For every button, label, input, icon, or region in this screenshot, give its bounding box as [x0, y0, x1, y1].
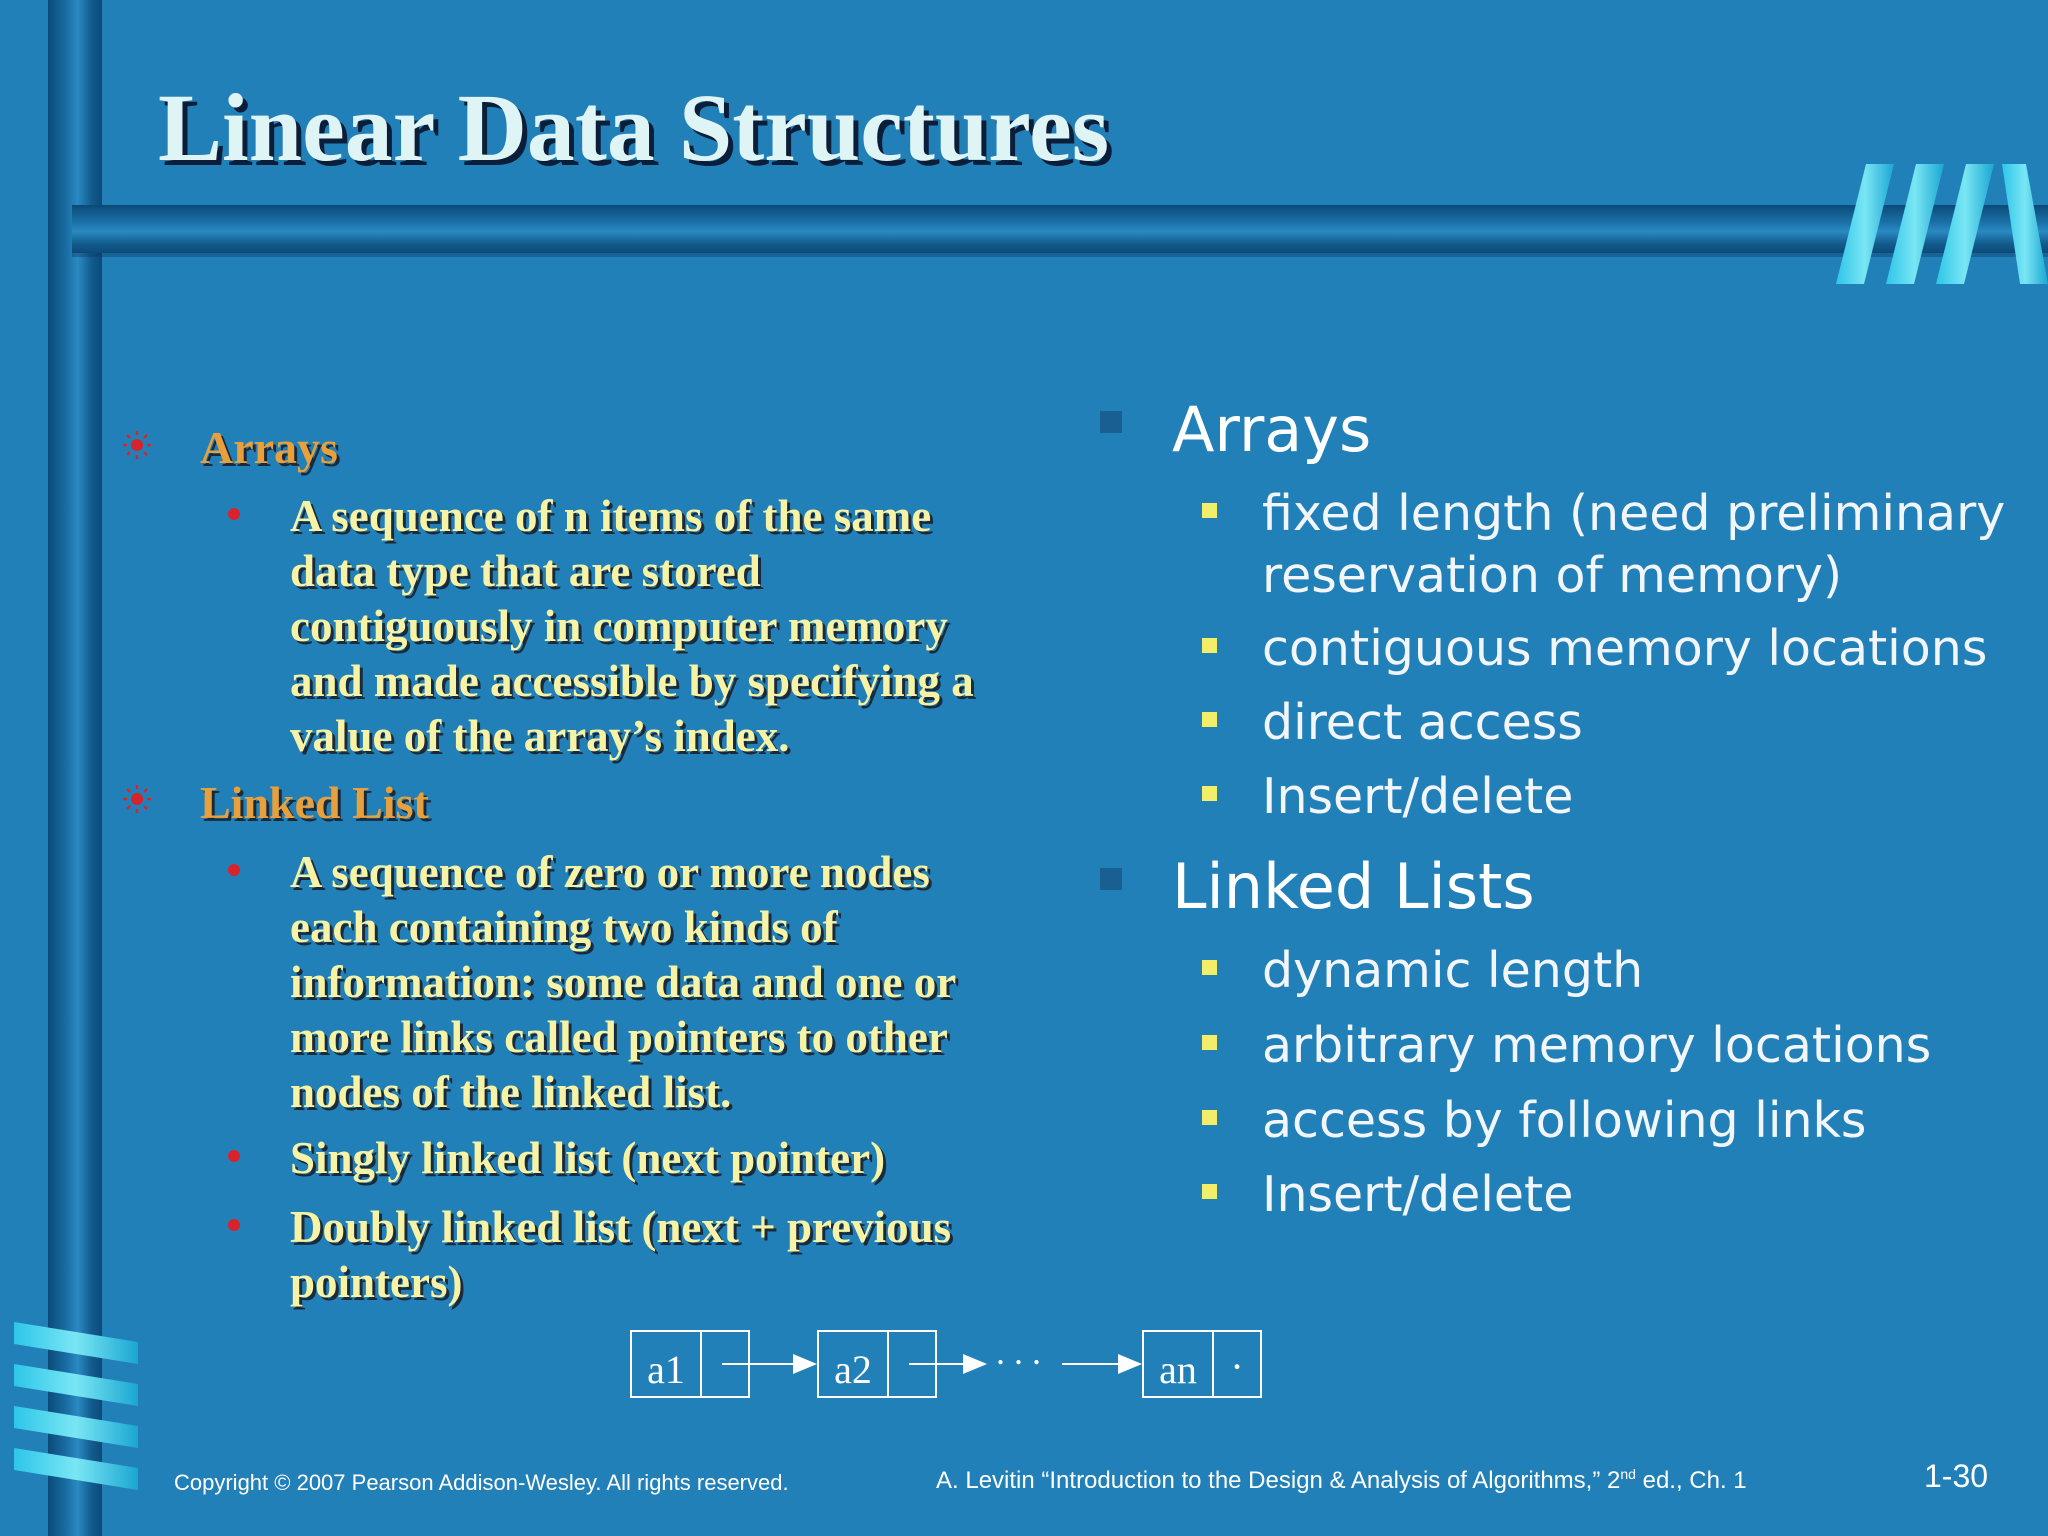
page-number: 1-30: [1924, 1458, 1989, 1494]
right-item: access by following links: [1262, 1092, 1867, 1149]
slide-title: Linear Data Structures: [158, 74, 1110, 181]
citation-superscript: nd: [1620, 1466, 1636, 1482]
left-heading-arrays: Arrays: [200, 422, 338, 473]
right-item: direct access: [1262, 694, 1583, 751]
right-heading-arrays: Arrays: [1172, 393, 1372, 466]
text-line: Singly linked list (next pointer): [290, 1133, 886, 1183]
text-line: Doubly linked list (next + previous: [290, 1202, 952, 1252]
null-pointer-marker: ·: [1230, 1344, 1244, 1389]
text-line: contiguously in computer memory: [290, 601, 948, 651]
text-line: A sequence of zero or more nodes: [290, 847, 930, 897]
ellipsis: . . .: [996, 1332, 1041, 1372]
text-line: information: some data and one or: [290, 957, 957, 1007]
node-value: an: [1144, 1332, 1214, 1396]
right-item: contiguous memory locations: [1262, 620, 1988, 677]
right-item: Insert/delete: [1262, 768, 1574, 825]
right-item: fixed length (need preliminary: [1262, 485, 2006, 542]
text-line: data type that are stored: [290, 546, 761, 596]
citation-prefix: A. Levitin “Introduction to the Design & Analysis of Algorithms,” 2: [936, 1467, 1621, 1494]
text-line: nodes of the linked list.: [290, 1067, 732, 1117]
right-item-continuation: reservation of memory): [1262, 547, 1843, 604]
right-item: Insert/delete: [1262, 1166, 1574, 1223]
left-heading-linked-list: Linked List: [200, 777, 429, 828]
text-line: and made accessible by specifying a: [290, 656, 974, 706]
citation-suffix: ed., Ch. 1: [1635, 1467, 1747, 1494]
text-line: A sequence of n items of the same: [290, 491, 932, 541]
text-line: value of the array’s index.: [290, 711, 790, 761]
node-value: a1: [632, 1332, 702, 1396]
copyright-text: Copyright © 2007 Pearson Addison-Wesley. All rights reserved.: [174, 1470, 789, 1495]
text-line: pointers): [290, 1257, 463, 1307]
node-value: a2: [819, 1332, 889, 1396]
right-item: dynamic length: [1262, 942, 1644, 999]
citation-text: [936, 1466, 1747, 1495]
text-line: each containing two kinds of: [290, 902, 838, 952]
right-heading-linked-lists: Linked Lists: [1172, 850, 1535, 923]
text-line: more links called pointers to other: [290, 1012, 948, 1062]
right-item: arbitrary memory locations: [1262, 1017, 1932, 1074]
